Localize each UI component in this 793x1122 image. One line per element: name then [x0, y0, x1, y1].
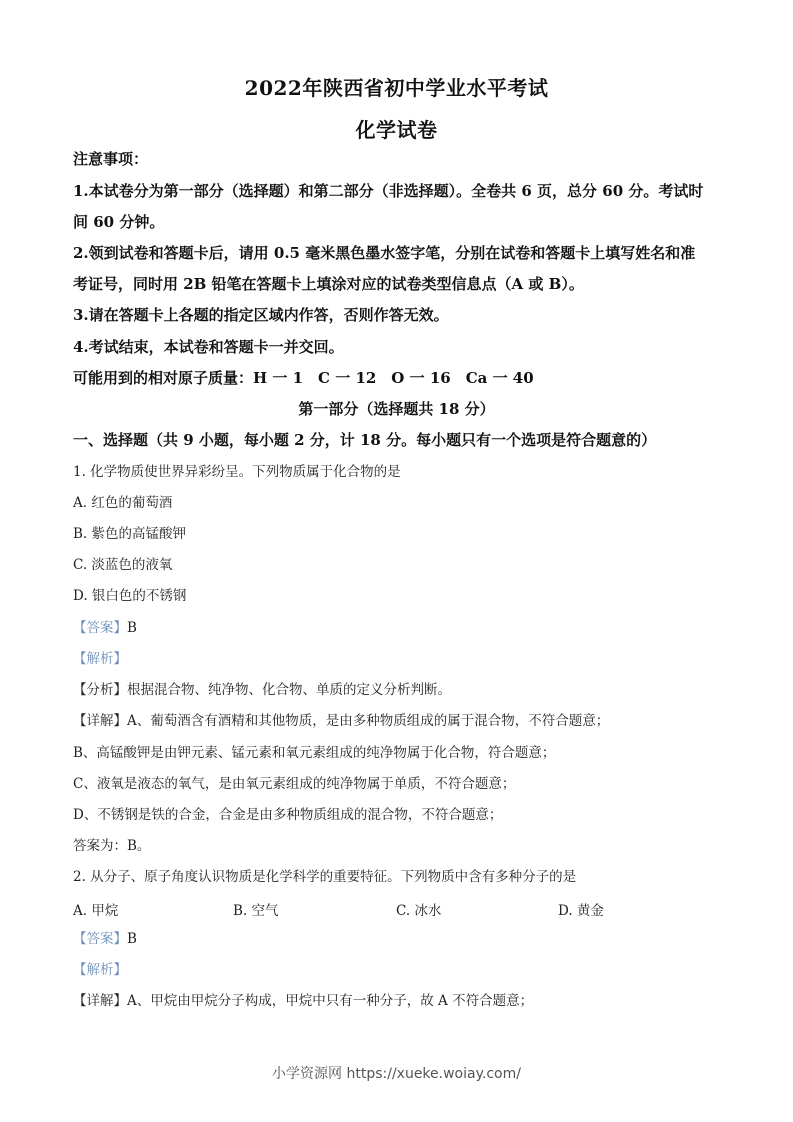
detail-line: A、甲烷由甲烷分子构成，甲烷中只有一种分子，故 A 不符合题意； — [127, 993, 534, 1009]
notice-heading: 注意事项： — [73, 150, 149, 168]
question-2-option-a: A. 甲烷 — [73, 903, 119, 919]
footer-watermark: 小学资源网 https://xueke.woiay.com/ — [272, 1066, 521, 1082]
question-2-stem: 2. 从分子、原子角度认识物质是化学科学的重要特征。下列物质中含有多种分子的是 — [73, 869, 577, 885]
question-1-detail-a — [73, 712, 609, 730]
answer-tag: 【答案】 — [73, 931, 127, 947]
question-1-option-b: B. 紫色的高锰酸钾 — [73, 526, 187, 542]
question-1-conclusion: 答案为：B。 — [73, 838, 151, 854]
answer-value: B — [127, 620, 137, 636]
analysis-label: 【分析】 — [73, 682, 127, 698]
page-subtitle: 化学试卷 — [355, 118, 438, 142]
analysis-tag: 【解析】 — [73, 651, 127, 667]
notice-item-2b: 考证号，同时用 2B 铅笔在答题卡上填涂对应的试卷类型信息点（A 或 B）。 — [73, 275, 584, 293]
question-2-analysis — [73, 961, 127, 979]
question-1-stem: 1. 化学物质使世界异彩纷呈。下列物质属于化合物的是 — [73, 464, 401, 480]
analysis-text: 根据混合物、纯净物、化合物、单质的定义分析判断。 — [127, 682, 451, 698]
notice-item-1a: 1.本试卷分为第一部分（选择题）和第二部分（非选择题）。全卷共 6 页，总分 60 分。考试时 — [73, 182, 704, 200]
detail-line: A、葡萄酒含有酒精和其他物质，是由多种物质组成的属于混合物，不符合题意； — [127, 713, 610, 729]
question-1-option-c: C. 淡蓝色的液氧 — [73, 557, 173, 573]
question-1-answer — [73, 619, 137, 637]
question-2-option-c: C. 冰水 — [396, 903, 442, 919]
question-1-detail-d: D、不锈钢是铁的合金，合金是由多种物质组成的混合物，不符合题意； — [73, 807, 503, 823]
notice-item-4: 4.考试结束，本试卷和答题卡一并交回。 — [73, 338, 344, 356]
notice-item-3: 3.请在答题卡上各题的指定区域内作答，否则作答无效。 — [73, 306, 449, 324]
analysis-tag: 【解析】 — [73, 962, 127, 978]
detail-label: 【详解】 — [73, 713, 127, 729]
notice-item-2a: 2.领到试卷和答题卡后，请用 0.5 毫米黑色墨水签字笔，分别在试卷和答题卡上填写姓名和准 — [73, 244, 696, 262]
question-1-option-d: D. 银白色的不锈钢 — [73, 588, 187, 604]
question-2-answer — [73, 930, 137, 948]
question-2-option-d: D. 黄金 — [558, 903, 604, 919]
question-2-option-b: B. 空气 — [233, 903, 279, 919]
question-1-detail-c: C、液氧是液态的氧气，是由氧元素组成的纯净物属于单质，不符合题意； — [73, 776, 516, 792]
question-1-detail-b: B、高锰酸钾是由钾元素、锰元素和氧元素组成的纯净物属于化合物，符合题意； — [73, 745, 556, 761]
notice-item-1b: 间 60 分钟。 — [73, 213, 165, 231]
section-heading: 一、选择题（共 9 小题，每小题 2 分，计 18 分。每小题只有一个选项是符合题意的） — [73, 431, 657, 449]
answer-tag: 【答案】 — [73, 620, 127, 636]
page-title: 2022年陕西省初中学业水平考试 — [244, 76, 549, 100]
part1-heading: 第一部分（选择题共 18 分） — [298, 400, 495, 418]
detail-label: 【详解】 — [73, 993, 127, 1009]
answer-value: B — [127, 931, 137, 947]
question-1-option-a: A. 红色的葡萄酒 — [73, 495, 173, 511]
question-1-analysis-text — [73, 681, 451, 699]
atomic-masses: 可能用到的相对原子质量：H 一 1 C 一 12 O 一 16 Ca 一 40 — [73, 369, 534, 387]
question-2-detail-a — [73, 992, 533, 1010]
question-1-analysis — [73, 650, 127, 668]
